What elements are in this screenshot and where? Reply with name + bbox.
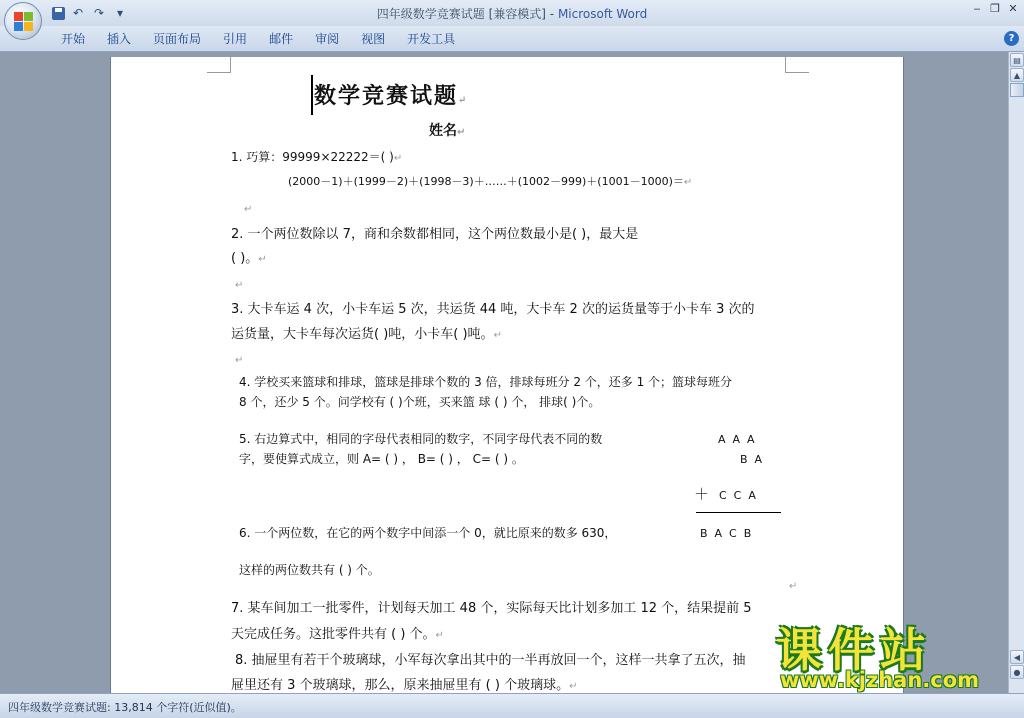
addition-row-1: A A A <box>718 433 755 446</box>
question-7-line-1: 7. 某车间加工一批零件，计划每天加工 48 个，实际每天比计划多加工 12 个，结果提前 5 <box>231 601 752 616</box>
window-controls <box>970 2 1020 16</box>
document-workspace <box>0 52 1008 693</box>
paragraph-mark: ↵ <box>244 204 253 215</box>
title-bar <box>0 0 1024 26</box>
office-button[interactable] <box>4 2 42 40</box>
question-5-line-1: 5. 右边算式中，相同的字母代表相同的数字，不同字母代表不同的数 <box>239 432 603 446</box>
question-4-line-2: 8 个，还少 5 个。问学校有 ( )个班，买来篮 球 ( ) 个， 排球( )个。 <box>239 395 601 409</box>
site-watermark-logo <box>772 614 1008 692</box>
question-3-line-2: 运货量，大卡车每次运货( )吨，小卡车( )吨。↵ <box>231 327 502 342</box>
scrollbar-thumb[interactable] <box>1010 83 1024 97</box>
paragraph-mark: ↵ <box>789 581 798 592</box>
document-title: 数学竞赛试题↵ <box>314 83 469 109</box>
question-3-line-1: 3. 大卡车运 4 次，小卡车运 5 次，共运货 44 吨，大卡车 2 次的运货量等于小卡车 3 次的 <box>231 302 755 317</box>
question-1-line-2: (2000－1)＋(1999－2)＋(1998－3)＋……＋(1002－999)＋(1001－1000)＝↵ <box>288 175 693 188</box>
addition-row-3: C C A <box>719 489 756 502</box>
vertical-scrollbar[interactable] <box>1008 52 1024 693</box>
paragraph-mark: ↵ <box>235 355 244 366</box>
tab-developer[interactable]: 开发工具 <box>407 32 456 46</box>
ruler-toggle-icon[interactable]: ▤ <box>1010 53 1024 67</box>
question-7-line-2: 天完成任务。这批零件共有 ( ) 个。↵ <box>231 627 444 642</box>
addition-row-2: B A <box>740 453 763 466</box>
status-bar <box>0 693 1024 718</box>
document-name: 四年级数学竞赛试题 [兼容模式] <box>376 7 546 21</box>
question-5-line-2: 字，要使算式成立，则 A= ( ) ， B= ( ) ， C= ( ) 。 <box>239 452 524 466</box>
minimize-button[interactable]: ‒ <box>973 2 981 15</box>
plus-sign: ＋ <box>694 485 710 503</box>
redo-icon[interactable]: ↷ <box>93 6 105 20</box>
ribbon-tab-bar <box>0 26 1024 52</box>
addition-sum-line <box>696 512 781 513</box>
addition-result-row: B A C B <box>700 527 752 540</box>
question-4-line-1: 4. 学校买来篮球和排球，篮球是排球个数的 3 倍，排球每班分 2 个，还多 1 个；篮球每班分 <box>239 375 733 389</box>
select-browse-object-icon[interactable]: ● <box>1010 665 1024 679</box>
text-cursor <box>311 75 313 115</box>
margin-corner-top-left <box>207 57 231 73</box>
title-separator: - <box>545 7 558 21</box>
close-button[interactable]: ✕ <box>1008 2 1018 15</box>
ribbon-tabs <box>50 31 466 47</box>
question-1-line-1: 1. 巧算：99999×22222＝( )↵ <box>231 150 403 164</box>
previous-page-icon[interactable]: ◀ <box>1010 650 1024 664</box>
question-6-line-1: 6. 一个两位数，在它的两个数字中间添一个 0，就比原来的数多 630， <box>239 526 617 540</box>
name-label: 姓名↵ <box>429 123 466 139</box>
question-2-line-1: 2. 一个两位数除以 7，商和余数都相同，这个两位数最小是( )，最大是 <box>231 227 639 242</box>
question-8-line-2: 屉里还有 3 个玻璃球，那么，原来抽屉里有 ( ) 个玻璃球。↵ <box>231 678 578 693</box>
office-logo-icon <box>14 12 34 32</box>
watermark-title: 课件站 <box>776 623 932 677</box>
document-page[interactable] <box>110 57 904 693</box>
tab-page-layout[interactable]: 页面布局 <box>153 32 202 46</box>
tab-mailings[interactable]: 邮件 <box>269 32 294 46</box>
app-name: Microsoft Word <box>557 7 648 21</box>
tab-view[interactable]: 视图 <box>361 32 386 46</box>
word-count-status[interactable]: 四年级数学竞赛试题: 13,814 个字符(近似值)。 <box>8 701 242 714</box>
tab-home[interactable]: 开始 <box>61 32 86 46</box>
help-icon[interactable]: ? <box>1004 31 1019 46</box>
margin-corner-top-right <box>785 57 809 73</box>
tab-references[interactable]: 引用 <box>223 32 248 46</box>
window-title <box>0 5 1024 22</box>
tab-insert[interactable]: 插入 <box>107 32 132 46</box>
watermark-url: www.kjzhan.com <box>780 668 980 692</box>
restore-button[interactable]: ❐ <box>990 2 1000 15</box>
question-8-line-1: 8. 抽屉里有若干个玻璃球，小军每次拿出其中的一半再放回一个，这样一共拿了五次，抽 <box>235 653 746 668</box>
undo-icon[interactable]: ↶ <box>72 6 84 20</box>
scroll-up-icon[interactable]: ▲ <box>1010 68 1024 82</box>
customize-toolbar-icon[interactable]: ▾ <box>116 6 124 20</box>
question-6-line-2: 这样的两位数共有 ( ) 个。 <box>239 563 380 577</box>
browse-controls <box>1009 649 1024 680</box>
paragraph-mark: ↵ <box>235 280 244 291</box>
tab-review[interactable]: 审阅 <box>315 32 340 46</box>
question-2-line-2: ( )。↵ <box>231 251 267 266</box>
